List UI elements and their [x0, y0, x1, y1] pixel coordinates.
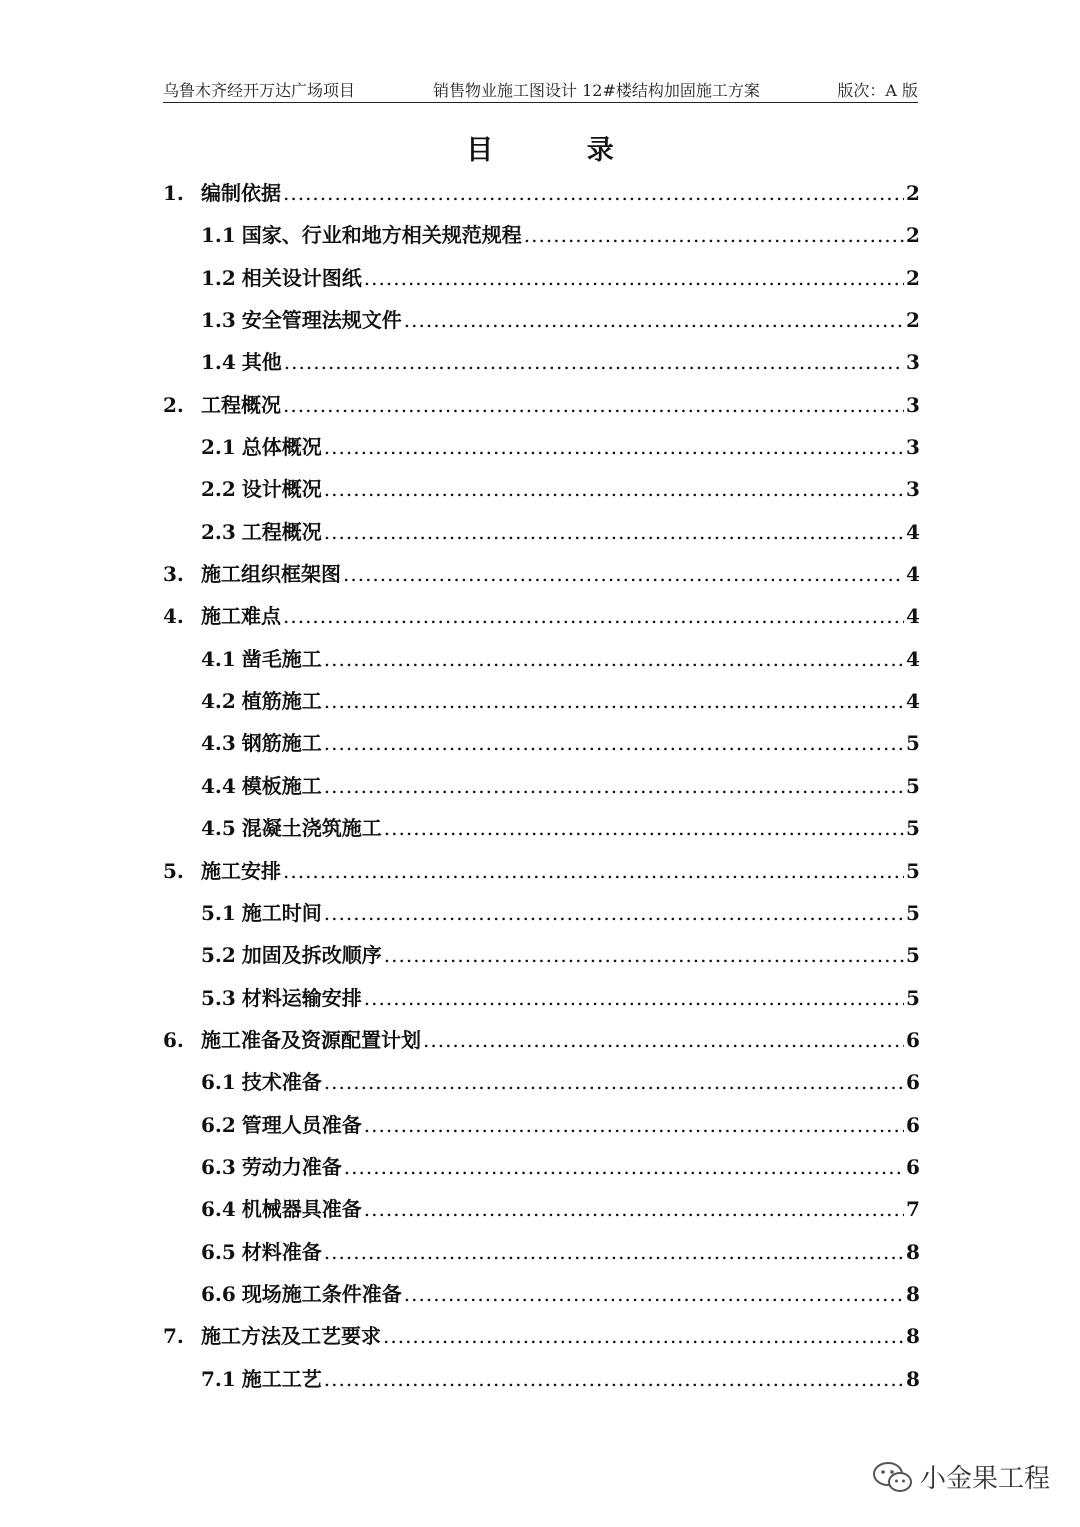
- toc-entry-number: 6.4: [201, 1197, 236, 1222]
- toc-entry-page: 5: [906, 943, 920, 968]
- toc-entry-title: 材料准备: [241, 1239, 322, 1264]
- toc-entry-page: 2: [906, 308, 920, 333]
- toc-entry-number: 1.2: [201, 265, 236, 290]
- toc-entry-page: 8: [906, 1324, 920, 1349]
- toc-entry-title: 施工工艺: [241, 1366, 322, 1391]
- toc-dot-leader: [283, 172, 904, 214]
- toc-dot-leader: [324, 638, 904, 680]
- toc-entry-page: 8: [906, 1281, 920, 1306]
- toc-dot-leader: [283, 850, 904, 892]
- toc-entry[interactable]: [163, 850, 918, 892]
- toc-entry[interactable]: [163, 680, 918, 722]
- toc-entry-title: 总体概况: [241, 435, 322, 460]
- toc-entry-title: 编制依据: [201, 181, 281, 205]
- toc-dot-leader: [324, 1231, 904, 1273]
- toc-entry[interactable]: [163, 934, 918, 976]
- toc-entry-number: 5.: [163, 858, 184, 883]
- toc-entry-number: 4.4: [201, 773, 236, 798]
- toc-entry-page: 6: [906, 1070, 920, 1095]
- toc-dot-leader: [284, 341, 904, 383]
- toc-entry-page: 5: [906, 985, 920, 1010]
- toc-entry-page: 2: [906, 265, 920, 290]
- toc-entry-number: 4.1: [201, 646, 236, 671]
- toc-entry[interactable]: [163, 1146, 918, 1188]
- toc-dot-leader: [364, 1104, 904, 1146]
- toc-entry-page: 3: [906, 435, 920, 460]
- toc-entry-number: 7.1: [201, 1366, 236, 1391]
- toc-dot-leader: [364, 257, 904, 299]
- toc-dot-leader: [324, 511, 904, 553]
- toc-entry-page: 5: [906, 858, 920, 883]
- toc-entry[interactable]: [163, 1061, 918, 1103]
- toc-entry[interactable]: [163, 172, 918, 214]
- toc-entry[interactable]: [163, 1019, 918, 1061]
- toc-entry[interactable]: [163, 595, 918, 637]
- toc-entry-page: 3: [906, 477, 920, 502]
- wechat-icon: [872, 1460, 914, 1494]
- toc-entry[interactable]: [163, 1273, 918, 1315]
- toc-entry-page: 4: [906, 562, 920, 587]
- toc-entry-page: 2: [906, 181, 920, 205]
- toc-entry-title: 施工组织框架图: [201, 562, 341, 587]
- toc-entry-title: 材料运输安排: [241, 985, 362, 1010]
- toc-entry-title: 管理人员准备: [241, 1112, 362, 1137]
- toc-entry-page: 4: [906, 646, 920, 671]
- toc-entry-title: 植筋施工: [241, 689, 322, 714]
- toc-entry-title: 现场施工条件准备: [241, 1281, 402, 1306]
- toc-dot-leader: [384, 934, 904, 976]
- toc-entry-number: 3.: [163, 562, 184, 587]
- toc-entry[interactable]: [163, 892, 918, 934]
- toc-dot-leader: [324, 722, 904, 764]
- toc-entry-title: 其他: [241, 350, 282, 375]
- toc-dot-leader: [524, 214, 904, 256]
- toc-entry[interactable]: [163, 722, 918, 764]
- toc-entry-title: 安全管理法规文件: [241, 308, 402, 333]
- toc-dot-leader: [324, 765, 904, 807]
- toc-entry-title: 施工准备及资源配置计划: [201, 1027, 421, 1052]
- toc-entry[interactable]: [163, 1315, 918, 1357]
- toc-entry-title: 工程概况: [201, 392, 281, 417]
- toc-dot-leader: [324, 468, 904, 510]
- toc-entry[interactable]: [163, 426, 918, 468]
- toc-entry[interactable]: [163, 765, 918, 807]
- toc-entry[interactable]: [163, 511, 918, 553]
- toc-entry-number: 2.3: [201, 519, 236, 544]
- toc-entry-page: 3: [906, 392, 920, 417]
- toc-entry-number: 5.3: [201, 985, 236, 1010]
- toc-dot-leader: [324, 892, 904, 934]
- toc-dot-leader: [384, 807, 904, 849]
- toc-dot-leader: [324, 1061, 904, 1103]
- toc-entry-page: 6: [906, 1027, 920, 1052]
- toc-entry-title: 施工方法及工艺要求: [201, 1324, 381, 1349]
- toc-entry-number: 2.2: [201, 477, 236, 502]
- toc-entry[interactable]: [163, 1104, 918, 1146]
- toc-entry-title: 凿毛施工: [241, 646, 322, 671]
- toc-entry-page: 4: [906, 519, 920, 544]
- toc-entry-page: 8: [906, 1366, 920, 1391]
- page-header: [163, 74, 918, 103]
- toc-dot-leader: [324, 680, 904, 722]
- toc-dot-leader: [383, 1315, 904, 1357]
- toc-entry-title: 国家、行业和地方相关规范规程: [241, 223, 522, 248]
- toc-entry-number: 5.2: [201, 943, 236, 968]
- toc-entry-number: 6.1: [201, 1070, 236, 1095]
- toc-dot-leader: [404, 299, 904, 341]
- toc-entry[interactable]: [163, 214, 918, 256]
- toc-entry-number: 7.: [163, 1324, 184, 1349]
- toc-entry-title: 钢筋施工: [241, 731, 322, 756]
- toc-dot-leader: [364, 977, 904, 1019]
- toc-entry[interactable]: [163, 1188, 918, 1230]
- header-document-title: 销售物业施工图设计 12#楼结构加固施工方案: [433, 81, 760, 100]
- toc-dot-leader: [324, 1358, 904, 1400]
- toc-entry-page: 4: [906, 604, 920, 629]
- toc-dot-leader: [283, 384, 904, 426]
- toc-entry[interactable]: [163, 977, 918, 1019]
- toc-dot-leader: [344, 1146, 904, 1188]
- toc-entry[interactable]: [163, 299, 918, 341]
- toc-entry-page: 6: [906, 1154, 920, 1179]
- toc-entry-title: 施工安排: [201, 858, 281, 883]
- toc-entry-page: 5: [906, 773, 920, 798]
- toc-entry[interactable]: [163, 807, 918, 849]
- toc-entry-number: 1.: [163, 181, 184, 205]
- toc-entry-title: 相关设计图纸: [241, 265, 362, 290]
- table-of-contents: [163, 172, 918, 1400]
- toc-entry-number: 1.3: [201, 308, 236, 333]
- toc-entry[interactable]: [163, 468, 918, 510]
- toc-entry-page: 5: [906, 816, 920, 841]
- toc-entry-number: 1.1: [201, 223, 236, 248]
- toc-entry-title: 施工难点: [201, 604, 281, 629]
- toc-entry-page: 5: [906, 731, 920, 756]
- toc-entry-number: 2.1: [201, 435, 236, 460]
- toc-entry-number: 6.3: [201, 1154, 236, 1179]
- toc-entry-number: 4.2: [201, 689, 236, 714]
- toc-entry-title: 机械器具准备: [241, 1197, 362, 1222]
- toc-entry[interactable]: [163, 384, 918, 426]
- toc-entry-title: 劳动力准备: [241, 1154, 342, 1179]
- toc-entry-page: 6: [906, 1112, 920, 1137]
- toc-entry-page: 7: [906, 1197, 920, 1222]
- toc-entry-title: 模板施工: [241, 773, 322, 798]
- toc-entry-title: 施工时间: [241, 900, 322, 925]
- toc-entry-title: 技术准备: [241, 1070, 322, 1095]
- header-version: 版次：A 版: [837, 81, 918, 100]
- toc-entry-number: 4.: [163, 604, 184, 629]
- toc-entry-number: 5.1: [201, 900, 236, 925]
- toc-entry-title: 工程概况: [241, 519, 322, 544]
- toc-dot-leader: [423, 1019, 904, 1061]
- toc-entry-number: 4.5: [201, 816, 236, 841]
- toc-entry-page: 4: [906, 689, 920, 714]
- toc-dot-leader: [283, 595, 904, 637]
- toc-entry-number: 4.3: [201, 731, 236, 756]
- watermark-text: 小金果工程: [919, 1464, 1050, 1494]
- toc-entry-page: 3: [906, 350, 920, 375]
- toc-entry[interactable]: [163, 1358, 918, 1400]
- toc-entry-title: 混凝土浇筑施工: [241, 816, 382, 841]
- toc-entry[interactable]: [163, 553, 918, 595]
- toc-entry-title: 设计概况: [241, 477, 322, 502]
- toc-entry-number: 6.2: [201, 1112, 236, 1137]
- toc-entry[interactable]: [163, 341, 918, 383]
- toc-entry-number: 2.: [163, 392, 184, 417]
- toc-entry[interactable]: [163, 1231, 918, 1273]
- watermark: [872, 1458, 1050, 1495]
- toc-entry-page: 8: [906, 1239, 920, 1264]
- toc-entry-number: 6.6: [201, 1281, 236, 1306]
- toc-entry[interactable]: [163, 257, 918, 299]
- toc-entry[interactable]: [163, 638, 918, 680]
- toc-entry-number: 6.5: [201, 1239, 236, 1264]
- toc-title: 目 录: [466, 135, 656, 166]
- toc-dot-leader: [404, 1273, 904, 1315]
- toc-entry-page: 5: [906, 900, 920, 925]
- toc-dot-leader: [364, 1188, 904, 1230]
- toc-entry-title: 加固及拆改顺序: [241, 943, 382, 968]
- toc-entry-number: 1.4: [201, 350, 236, 375]
- toc-entry-page: 2: [906, 223, 920, 248]
- toc-dot-leader: [324, 426, 904, 468]
- toc-dot-leader: [343, 553, 904, 595]
- toc-entry-number: 6.: [163, 1027, 184, 1052]
- header-project-name: 乌鲁木齐经开万达广场项目: [163, 81, 356, 100]
